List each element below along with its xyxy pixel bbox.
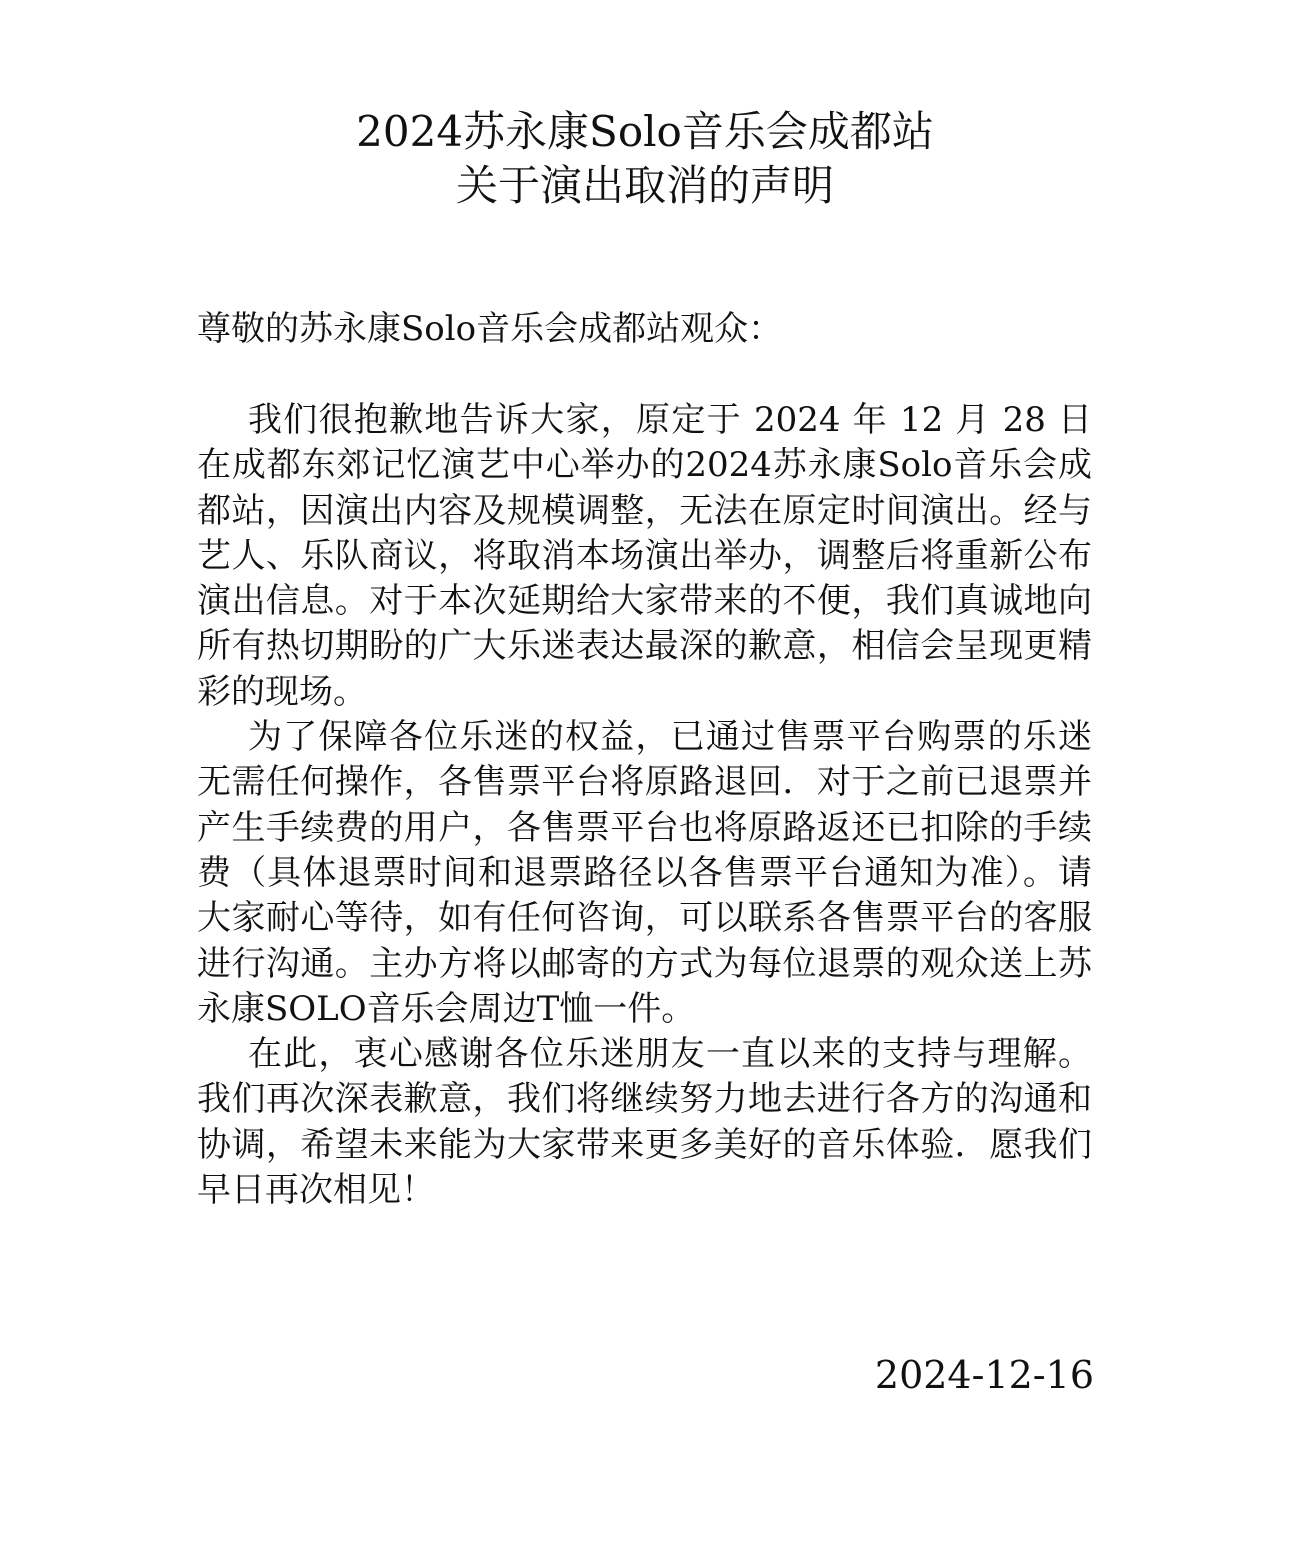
statement-date: 2024-12-16: [874, 1353, 1094, 1397]
paragraph-thanks: 在此，衷心感谢各位乐迷朋友一直以来的支持与理解。我们再次深表歉意，我们将继续努力地去进行各方的沟通和协调，希望未来能为大家带来更多美好的音乐体验．愿我们早日再次相见！: [197, 1034, 1092, 1211]
paragraph-cancellation-notice: 我们很抱歉地告诉大家，原定于 2024 年 12 月 28 日在成都东郊记忆演艺中心举办的2024苏永康Solo音乐会成都站，因演出内容及规模调整，无法在原定时间演出。经与艺人、乐队商议，将取消本场演出举办，调整后将重新公布演出信息。对于本次延期给大家带来的不便，我们真诚地向所有热切期盼的广大乐迷表达最深的歉意，相信会呈现更精彩的现场。: [197, 400, 1092, 712]
salutation: 尊敬的苏永康Solo音乐会成都站观众：: [197, 309, 783, 349]
document-title-line-2: 关于演出取消的声明: [455, 161, 834, 210]
statement-body: [197, 398, 1092, 1213]
document-title-line-1: 2024苏永康Solo音乐会成都站: [356, 107, 934, 156]
paragraph-refund-info: 为了保障各位乐迷的权益，已通过售票平台购票的乐迷无需任何操作，各售票平台将原路退回．对于之前已退票并产生手续费的用户，各售票平台也将原路返还已扣除的手续费（具体退票时间和退票路径以各售票平台通知为准）。请大家耐心等待，如有任何咨询，可以联系各售票平台的客服进行沟通。主办方将以邮寄的方式为每位退票的观众送上苏永康SOLO音乐会周边T恤一件。: [197, 717, 1092, 1029]
